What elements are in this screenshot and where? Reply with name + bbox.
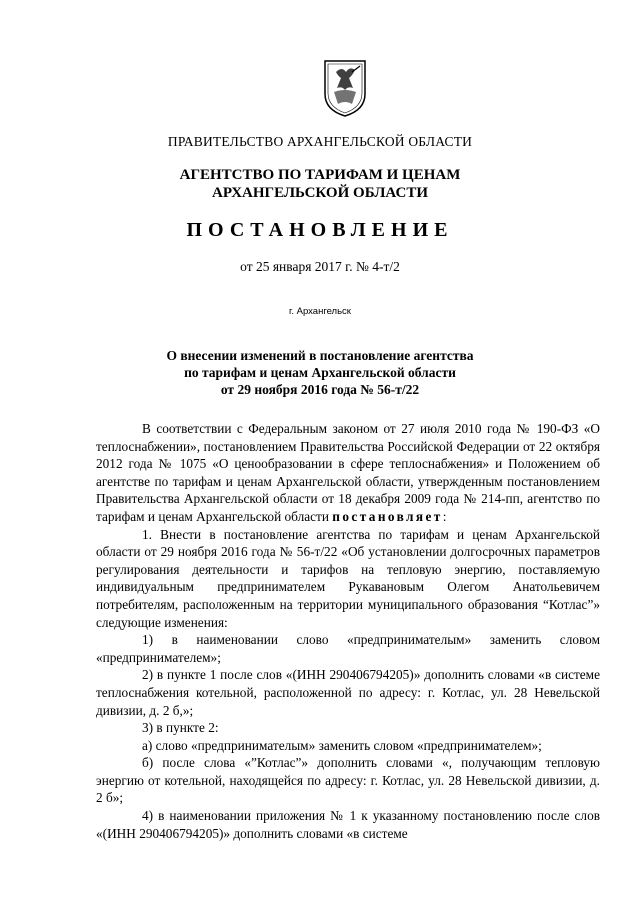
preamble-text: В соответствии с Федеральным законом от 27 июля 2010 года № 190-ФЗ «О теплоснабжении», постановлением Правительства Российской Федерации от 22 октября 2012 года № 1075 «О ценообразовании в сфере теплоснабжения» и Положением об агентстве по тарифам и ценам Архангельской области, утвержденным постановлением Правительства Архангельской области от 18 декабря 2009 года № 214-пп, агентство по тарифам и ценам Архангельской области — [96, 421, 600, 524]
agency-line-1: АГЕНТСТВО ПО ТАРИФАМ И ЦЕНАМ — [179, 167, 461, 183]
document-body — [96, 420, 600, 842]
coat-of-arms-icon — [322, 58, 368, 118]
subject-line-3: от 29 ноября 2016 года № 56-т/22 — [220, 382, 420, 397]
document-date: от 25 января 2017 г. № 4-т/2 — [240, 259, 400, 274]
preamble-colon: : — [442, 508, 447, 524]
subject-line-2: по тарифам и ценам Архангельской области — [184, 365, 456, 380]
city-name: г. Архангельск — [289, 306, 351, 317]
resolution-verb: постановляет — [332, 508, 443, 524]
paragraph-subitem-3b: б) после слова «”Котлас”» дополнить словами «, получающим тепловую энергию от котельной, находящейся по адресу: г. Котлас, ул. 28 Невельской дивизии, д. 2 б»; — [96, 755, 600, 806]
paragraph-subitem-4: 4) в наименовании приложения № 1 к указанному постановлению после слов «(ИНН 290406794205)» дополнить словами «в системе — [96, 808, 600, 841]
government-name: ПРАВИТЕЛЬСТВО АРХАНГЕЛЬСКОЙ ОБЛАСТИ — [167, 134, 473, 149]
paragraph-subitem-3a: а) слово «предпринимателым» заменить словом «предпринимателем»; — [142, 737, 542, 753]
agency-line-2: АРХАНГЕЛЬСКОЙ ОБЛАСТИ — [212, 185, 428, 201]
paragraph-subitem-1: 1) в наименовании слово «предпринимателым» заменить словом «предпринимателем»; — [96, 632, 600, 665]
paragraph-preamble — [96, 420, 600, 526]
agency-name — [0, 166, 640, 202]
subject-line-1: О внесении изменений в постановление агентства — [166, 348, 474, 363]
paragraph-subitem-2: 2) в пункте 1 после слов «(ИНН 290406794205)» дополнить словами «в системе теплоснабжения котельной, расположенной по адресу: г. Котлас, ул. 28 Невельской дивизии, д. 2 б,»; — [96, 667, 600, 718]
paragraph-item-1: 1. Внести в постановление агентства по тарифам и ценам Архангельской области от 29 ноября 2016 года № 56-т/22 «Об установлении долгосрочных параметров регулирования деятельности и тарифов на тепловую энергию, поставляемую индивидуальным предпринимателем Рукавановым Олегом Анатольевичем потребителям, расположенным на территории муниципального образования “Котлас”» следующие изменения: — [96, 526, 600, 630]
document-type: ПОСТАНОВЛЕНИЕ — [186, 219, 454, 241]
document-subject — [0, 347, 640, 398]
paragraph-subitem-3: 3) в пункте 2: — [142, 720, 219, 736]
